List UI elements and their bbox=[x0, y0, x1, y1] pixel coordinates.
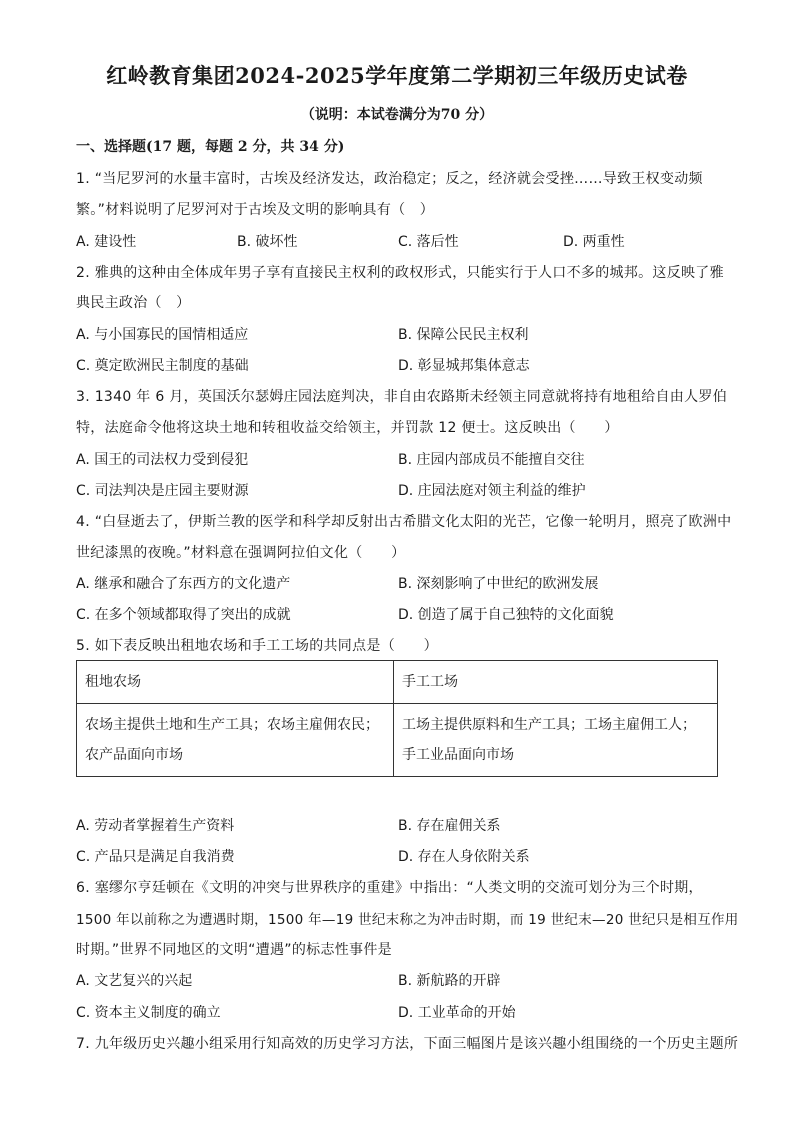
question-3-option-c: C. 司法判决是庄园主要财源 bbox=[76, 483, 249, 499]
question-4-line-1: 4. “白昼逝去了，伊斯兰教的医学和科学却反射出古希腊文化太阳的光芒，它像一轮明月，照亮了欧洲中 bbox=[76, 514, 732, 530]
question-4-option-b: B. 深刻影响了中世纪的欧洲发展 bbox=[398, 576, 599, 592]
question-2-option-a: A. 与小国寡民的国情相适应 bbox=[76, 327, 249, 343]
question-3-option-d: D. 庄园法庭对领主利益的维护 bbox=[398, 483, 586, 499]
page-title: 红岭教育集团2024-2025学年度第二学期初三年级历史试卷 bbox=[106, 63, 688, 88]
question-3-option-b: B. 庄园内部成员不能擅自交往 bbox=[398, 452, 585, 468]
question-1-line-2: 繁。”材料说明了尼罗河对于古埃及文明的影响具有（ ） bbox=[76, 202, 435, 218]
question-1-line-1: 1. “当尼罗河的水量丰富时，古埃及经济发达，政治稳定；反之，经济就会受挫……导致王权变动频 bbox=[76, 171, 703, 187]
question-3-line-1: 3. 1340 年 6 月，英国沃尔瑟姆庄园法庭判决，非自由农路斯未经领主同意就将持有地租给自由人罗伯 bbox=[76, 389, 727, 405]
page-subtitle: （说明：本试卷满分为70 分） bbox=[300, 107, 494, 123]
question-3-option-a: A. 国王的司法权力受到侵犯 bbox=[76, 452, 249, 468]
question-6-option-c: C. 资本主义制度的确立 bbox=[76, 1005, 221, 1021]
question-2-option-b: B. 保障公民民主权利 bbox=[398, 327, 529, 343]
table-header-cell: 手工工场 bbox=[394, 661, 718, 704]
question-4-option-c: C. 在多个领域都取得了突出的成就 bbox=[76, 607, 291, 623]
question-2-option-c: C. 奠定欧洲民主制度的基础 bbox=[76, 358, 249, 374]
question-4-option-a: A. 继承和融合了东西方的文化遗产 bbox=[76, 576, 291, 592]
question-6-line-1: 6. 塞缪尔亨廷顿在《文明的冲突与世界秩序的重建》中指出：“人类文明的交流可划分为三个时期， bbox=[76, 880, 703, 896]
question-2-option-d: D. 彰显城邦集体意志 bbox=[398, 358, 530, 374]
question-2-line-1: 2. 雅典的这种由全体成年男子享有直接民主权利的政权形式，只能实行于人口不多的城邦。这反映了雅 bbox=[76, 265, 724, 281]
question-1-option-c: C. 落后性 bbox=[398, 234, 459, 250]
table-header-cell: 租地农场 bbox=[77, 661, 394, 704]
question-5-option-b: B. 存在雇佣关系 bbox=[398, 818, 501, 834]
table-cell: 农场主提供土地和生产工具；农场主雇佣农民；农产品面向市场 bbox=[77, 704, 394, 777]
question-1-option-b: B. 破坏性 bbox=[237, 234, 298, 250]
question-6-option-b: B. 新航路的开辟 bbox=[398, 973, 501, 989]
question-6-option-d: D. 工业革命的开始 bbox=[398, 1005, 516, 1021]
question-6-line-2: 1500 年以前称之为遭遇时期，1500 年—19 世纪末称之为冲击时期，而 19 世纪末—20 世纪只是相互作用 bbox=[76, 912, 739, 928]
question-6-option-a: A. 文艺复兴的兴起 bbox=[76, 973, 193, 989]
table-cell: 工场主提供原料和生产工具；工场主雇佣工人；手工业品面向市场 bbox=[394, 704, 718, 777]
question-5-line-1: 5. 如下表反映出租地农场和手工工场的共同点是（ ） bbox=[76, 638, 438, 654]
question-1-option-d: D. 两重性 bbox=[563, 234, 625, 250]
question-6-line-3: 时期。”世界不同地区的文明“遭遇”的标志性事件是 bbox=[76, 942, 392, 958]
question-5-option-c: C. 产品只是满足自我消费 bbox=[76, 849, 235, 865]
question-4-line-2: 世纪漆黑的夜晚。”材料意在强调阿拉伯文化（ ） bbox=[76, 545, 406, 561]
table-header-row bbox=[77, 661, 718, 704]
section-title: 一、选择题(17 题，每题 2 分，共 34 分) bbox=[76, 139, 345, 155]
question-5-option-a: A. 劳动者掌握着生产资料 bbox=[76, 818, 235, 834]
comparison-table bbox=[76, 660, 718, 777]
question-4-option-d: D. 创造了属于自己独特的文化面貌 bbox=[398, 607, 614, 623]
question-5-option-d: D. 存在人身依附关系 bbox=[398, 849, 530, 865]
question-2-line-2: 典民主政治（ ） bbox=[76, 295, 191, 311]
question-3-line-2: 特，法庭命令他将这块土地和转租收益交给领主，并罚款 12 便士。这反映出（ ） bbox=[76, 420, 619, 436]
question-1-option-a: A. 建设性 bbox=[76, 234, 137, 250]
question-7-line-1: 7. 九年级历史兴趣小组采用行知高效的历史学习方法，下面三幅图片是该兴趣小组围绕的一个历史主题所 bbox=[76, 1036, 739, 1052]
table-row bbox=[77, 704, 718, 777]
